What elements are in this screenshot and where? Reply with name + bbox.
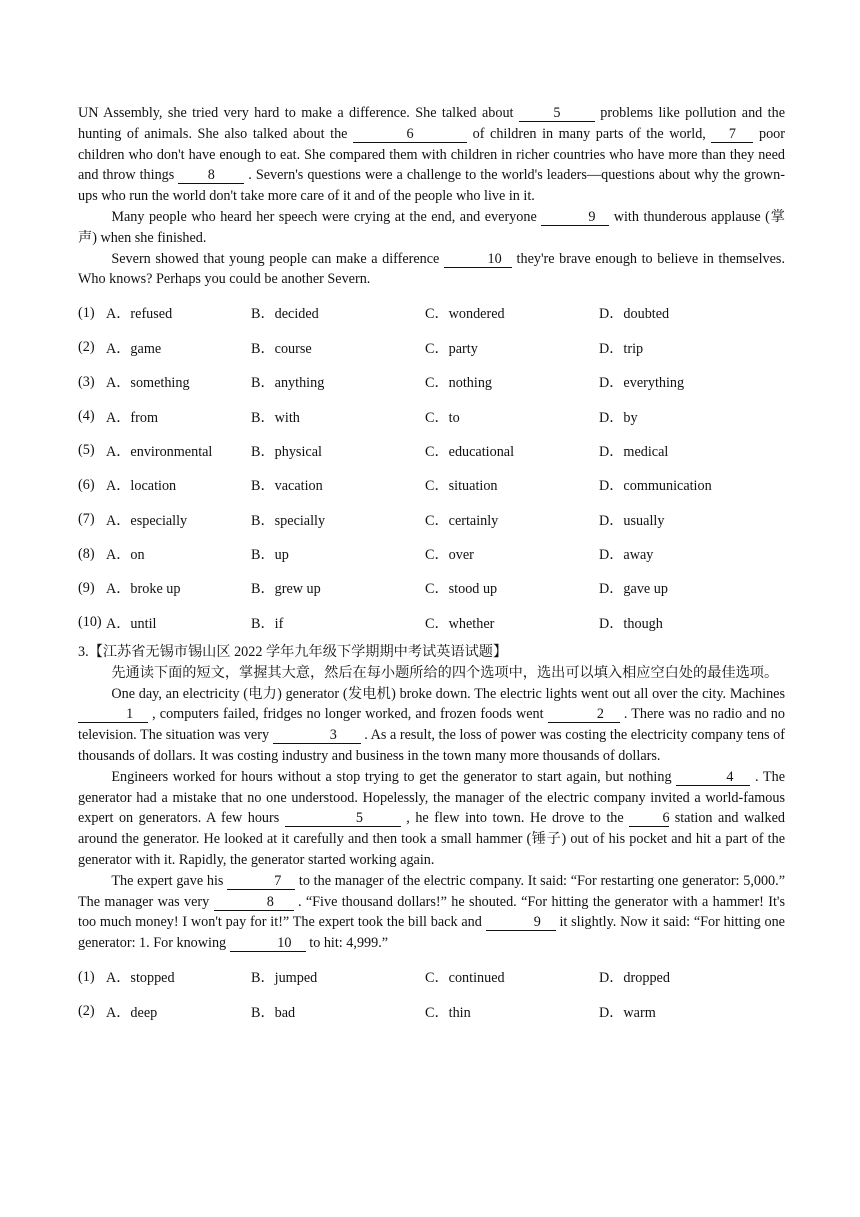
answer-blank[interactable]: 1 [78, 707, 148, 723]
option-b[interactable]: B．up [251, 547, 289, 564]
question-number: (10) [78, 614, 102, 631]
option-c[interactable]: C．situation [425, 478, 498, 495]
option-b[interactable]: B．with [251, 409, 300, 426]
question-number: (2) [78, 339, 95, 356]
question-instruction: 先通读下面的短文，掌握其大意，然后在每小题所给的四个选项中，选出可以填入相应空白处的最佳选项。 [111, 664, 779, 681]
question-number: (9) [78, 579, 95, 596]
option-a[interactable]: A．location [106, 478, 177, 495]
option-row [78, 503, 785, 537]
option-d[interactable]: D．by [599, 409, 638, 426]
question-number: (6) [78, 476, 95, 493]
option-row [78, 994, 785, 1028]
option-a[interactable]: A．refused [106, 306, 173, 323]
option-d[interactable]: D．communication [599, 478, 712, 495]
option-c[interactable]: C．certainly [425, 512, 499, 529]
option-a[interactable]: A．game [106, 340, 162, 357]
question-number: (5) [78, 442, 95, 459]
answer-blank[interactable]: 2 [548, 707, 620, 723]
option-b[interactable]: B．if [251, 615, 284, 632]
question-number: (7) [78, 511, 95, 528]
option-c[interactable]: C．to [425, 409, 460, 426]
option-b[interactable]: B．decided [251, 306, 319, 323]
option-c[interactable]: C．stood up [425, 581, 498, 598]
option-a[interactable]: A．something [106, 375, 190, 392]
answer-blank[interactable]: 5 [519, 106, 595, 122]
option-b[interactable]: B．specially [251, 512, 326, 529]
option-c[interactable]: C．party [425, 340, 478, 357]
option-c[interactable]: C．whether [425, 615, 495, 632]
answer-blank[interactable]: 10 [230, 936, 306, 952]
option-row [78, 537, 785, 571]
option-row [78, 399, 785, 433]
option-row [78, 468, 785, 502]
option-b[interactable]: B．anything [251, 375, 325, 392]
option-d[interactable]: D．gave up [599, 581, 668, 598]
option-b[interactable]: B．physical [251, 443, 322, 460]
option-d[interactable]: D．away [599, 547, 654, 564]
answer-blank[interactable]: 6 [353, 127, 467, 143]
option-a[interactable]: A．stopped [106, 970, 175, 987]
option-list [78, 296, 785, 640]
question-number: (1) [78, 304, 95, 321]
option-a[interactable]: A．until [106, 615, 157, 632]
option-b[interactable]: B．course [251, 340, 312, 357]
passage-paragraph: Severn showed that young people can make a difference 10 they're brave enough to believe in themselves. Who knows? Perhaps you could be another Severn. [78, 250, 785, 288]
option-d[interactable]: D．everything [599, 375, 685, 392]
option-c[interactable]: C．thin [425, 1004, 471, 1021]
option-a[interactable]: A．from [106, 409, 159, 426]
answer-blank[interactable]: 6 [629, 811, 669, 827]
option-a[interactable]: A．on [106, 547, 145, 564]
question-number: (8) [78, 545, 95, 562]
passage-paragraph: Many people who heard her speech were crying at the end, and everyone 9 with thunderous applause (掌声) when she finished. [78, 208, 785, 246]
option-b[interactable]: B．grew up [251, 581, 321, 598]
option-d[interactable]: D．doubted [599, 306, 670, 323]
option-d[interactable]: D．usually [599, 512, 665, 529]
passage-paragraph: One day, an electricity (电力) generator (发电机) broke down. The electric lights went out all over the city. Machines 1 , computers failed, fridges no longer worked, and frozen foods went 2 . There was no radio and no television. The situation was very 3 . As a result, the loss of power was costing the electricity company tens of thousands of dollars. It was costing industry and business in the town many more thousands of dollars. [78, 685, 785, 765]
answer-blank[interactable]: 10 [444, 252, 512, 268]
option-b[interactable]: B．vacation [251, 478, 323, 495]
option-d[interactable]: D．trip [599, 340, 644, 357]
passage-paragraph: The expert gave his 7 to the manager of the electric company. It said: “For restarting one generator: 5,000.” The manager was very 8 . “Five thousand dollars!” he shouted. “For hitting the generator with a hammer! It's too much money! I won't pay for it!” The expert took the bill back and 9 it slightly. Now it said: “For hitting one generator: 1. For knowing 10 to hit: 4,999.” [78, 872, 785, 952]
answer-blank[interactable]: 3 [273, 728, 361, 744]
option-c[interactable]: C．over [425, 547, 474, 564]
answer-blank[interactable]: 9 [541, 210, 609, 226]
worksheet-page [78, 103, 785, 1029]
answer-blank[interactable]: 4 [676, 770, 750, 786]
option-row [78, 296, 785, 330]
option-a[interactable]: A．especially [106, 512, 188, 529]
option-d[interactable]: D．warm [599, 1004, 656, 1021]
option-row [78, 571, 785, 605]
option-row [78, 434, 785, 468]
question-number: (1) [78, 968, 95, 985]
option-c[interactable]: C．continued [425, 970, 505, 987]
option-a[interactable]: A．environmental [106, 443, 213, 460]
passage-paragraph: UN Assembly, she tried very hard to make a difference. She talked about 5 problems like pollution and the hunting of animals. She also talked about the 6 of children in many parts of the world, 7 poor children who don't have enough to eat. She compared them with children in richer countries who have more than they need and throw things 8 . Severn's questions were a challenge to the world's leaders—questions about why the grown-ups who run the world don't take more care of it and of the people who live in it. [78, 105, 785, 205]
option-row [78, 331, 785, 365]
option-row [78, 606, 785, 640]
answer-blank[interactable]: 7 [711, 127, 753, 143]
option-d[interactable]: D．dropped [599, 970, 670, 987]
question-number: (4) [78, 408, 95, 425]
answer-blank[interactable]: 8 [178, 168, 244, 184]
answer-blank[interactable]: 9 [486, 915, 556, 931]
option-list [78, 960, 785, 1029]
option-c[interactable]: C．educational [425, 443, 515, 460]
answer-blank[interactable]: 8 [214, 895, 294, 911]
option-b[interactable]: B．bad [251, 1004, 296, 1021]
option-c[interactable]: C．nothing [425, 375, 493, 392]
option-row [78, 960, 785, 994]
passage-paragraph: Engineers worked for hours without a stop trying to get the generator to start again, but nothing 4 . The generator had a mistake that no one understood. Hopelessly, the manager of the electric company invited a world-famous expert on generators. A few hours 5 , he flew into town. He drove to the 6 station and walked around the generator. He looked at it carefully and then took a small hammer (锤子) out of his pocket and hit a part of the generator with it. Rapidly, the generator started working again. [78, 768, 785, 869]
option-d[interactable]: D．medical [599, 443, 669, 460]
option-c[interactable]: C．wondered [425, 306, 505, 323]
option-a[interactable]: A．broke up [106, 581, 181, 598]
option-row [78, 365, 785, 399]
option-b[interactable]: B．jumped [251, 970, 318, 987]
answer-blank[interactable]: 7 [227, 874, 295, 890]
option-d[interactable]: D．though [599, 615, 663, 632]
question-heading: 3.【江苏省无锡市锡山区 2022 学年九年级下学期期中考试英语试题】 [78, 644, 508, 661]
answer-blank[interactable]: 5 [285, 811, 401, 827]
question-number: (3) [78, 373, 95, 390]
question-number: (2) [78, 1003, 95, 1020]
option-a[interactable]: A．deep [106, 1004, 158, 1021]
